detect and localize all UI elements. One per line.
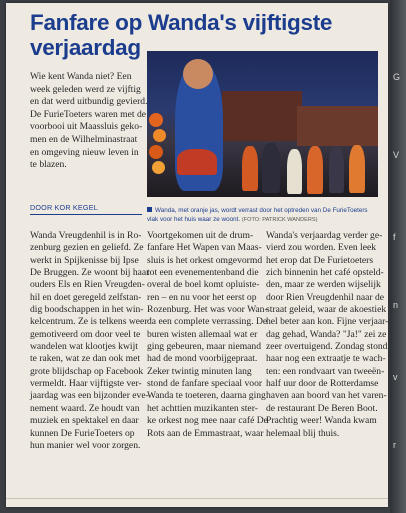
lead-line: en omgeving nieuw leven in	[30, 146, 139, 158]
column-line: dag gehad, Wanda? "Ja!" zei ze	[266, 328, 387, 340]
caption-text: Wanda, met oranje jas, wordt verrast door het optreden van De FurieToeters vlak voor het huis waar ze woont.	[147, 207, 368, 223]
lead-line: Wie kent Wanda niet? Een	[30, 71, 132, 82]
edge-letter: n	[393, 300, 399, 310]
column-line: tot een evenementenband die	[147, 267, 259, 279]
column-line: hel beter aan kon. Fijne verjaar-	[266, 316, 389, 328]
column-line: zich binnenin het café opsteld-	[266, 267, 384, 279]
lead-line: men en de Wilhelminastraat	[30, 133, 138, 145]
column-line: jaardag was een bijzonder eve-	[30, 390, 149, 402]
column-line: Prachtig weer! Wanda kwam	[266, 415, 377, 427]
column-line: ging gebeuren, maar niemand	[147, 341, 262, 353]
column-line: da een complete verrassing. De	[147, 316, 268, 328]
article-headline: Fanfare op Wanda's vijftigste verjaardag	[30, 10, 333, 60]
column-line: overal de boel komt opluiste-	[147, 279, 260, 291]
column-line: grote blijdschap op Facebook	[30, 365, 144, 377]
adjacent-page-edge	[390, 0, 406, 513]
lead-line: en dat werd uitbundig gevierd.	[30, 96, 148, 108]
column-line: zeer overtuigend. Zondag stond	[266, 341, 388, 353]
article-column-1	[30, 230, 150, 452]
column-line: het erop dat De Furietoeters	[266, 254, 374, 266]
photo-credit: (FOTO: PATRICK WANDERS)	[241, 217, 318, 223]
caption-marker-icon	[147, 207, 152, 212]
column-line: De Bruggen. Ze woont bij haar	[30, 267, 150, 279]
column-line: ren – en nu voor het eerst op	[147, 291, 257, 303]
edge-letter: r	[393, 440, 396, 450]
edge-letter: f	[393, 232, 396, 242]
column-line: den, maar ze werden wijselijk	[266, 279, 381, 291]
edge-letter: V	[393, 150, 400, 160]
photo-caption	[147, 206, 378, 225]
column-line: dig boodschappen in het win-	[30, 304, 144, 316]
column-line: hil en doet geregeld zelfstan-	[30, 291, 142, 303]
column-line: werkt in Spijkenisse bij Ipse	[30, 254, 139, 266]
column-line: Voortgekomen uit de drum-	[147, 230, 254, 241]
column-line: Wanda Vreugdenhil is in Ro-	[30, 230, 142, 241]
column-line: Rozenburg. Het was voor Wan-	[147, 304, 268, 316]
column-line: te raken, wat ze dan ook met	[30, 353, 141, 365]
lead-line: De FurieToeters waren met de	[30, 108, 147, 120]
column-line: Wanda's verjaardag verder ge-	[266, 230, 383, 241]
lead-line: voorbooi uit Maassluis geko-	[30, 121, 143, 133]
column-line: zenburg gezien en geliefd. Ze	[30, 242, 144, 254]
column-line: vierd zou worden. Even leek	[266, 242, 377, 254]
column-line: buren wisten allemaal wat er	[147, 328, 258, 340]
column-line: fanfare Het Wapen van Maas-	[147, 242, 262, 254]
column-line: had de mond voorbijgepraat.	[147, 353, 258, 365]
column-line: ke orkest nog mee naar café De	[147, 415, 268, 427]
article-lead	[30, 71, 148, 172]
column-line: kunnen De FurieToeters op	[30, 427, 135, 439]
column-line: vermeldt. Haar vijftigste ver-	[30, 378, 142, 390]
edge-letter: G	[393, 72, 401, 82]
article-column-2	[147, 230, 268, 440]
column-line: stond de fanfare speciaal voor	[147, 378, 263, 390]
lead-line: te blazen.	[30, 159, 67, 171]
column-line: ouders Els en Rien Vreugden-	[30, 279, 145, 291]
column-line: helemaal blij thuis.	[266, 427, 340, 439]
lead-line: week geleden werd ze vijftig	[30, 83, 141, 95]
column-line: sluis is het orkest omgevormd	[147, 254, 263, 266]
column-line: kelcentrum. Ze is telkens weer	[30, 316, 148, 328]
column-line: de restaurant De Beren Boot.	[266, 402, 378, 414]
column-line: hun manier wel voor zorgen.	[30, 439, 141, 451]
column-line: haven aan boord van het varen-	[266, 390, 387, 402]
edge-letter: v	[393, 372, 398, 382]
column-line: Zeker twintig minuten lang	[147, 365, 252, 377]
bottom-rule	[6, 498, 388, 499]
column-line: Rots aan de Emmastraat, waar	[147, 427, 264, 439]
column-line: nement waard. Ze houdt van	[30, 402, 140, 414]
column-line: muziek en spektakel en daar	[30, 415, 139, 427]
article-column-3	[266, 230, 389, 440]
column-line: wandelen wat klootjes kwijt	[30, 341, 138, 353]
column-line: ten: een rondvaart van tweeën-	[266, 365, 385, 377]
column-line: het achttien muzikanten ster-	[147, 402, 258, 414]
byline: DOOR KOR KEGEL	[30, 203, 142, 215]
article-photo	[147, 51, 378, 197]
column-line: Wanda te toeteren, daarna ging	[147, 390, 266, 402]
column-line: half uur door de Rotterdamse	[266, 378, 379, 390]
column-line: straat geleid, waar de akoestiek	[266, 304, 387, 316]
column-line: haar nog een extraatje te wach-	[266, 353, 386, 365]
column-line: door Rien Vreugdenhil naar de	[266, 291, 385, 303]
column-line: gemotiveerd om door veel te	[30, 328, 141, 340]
